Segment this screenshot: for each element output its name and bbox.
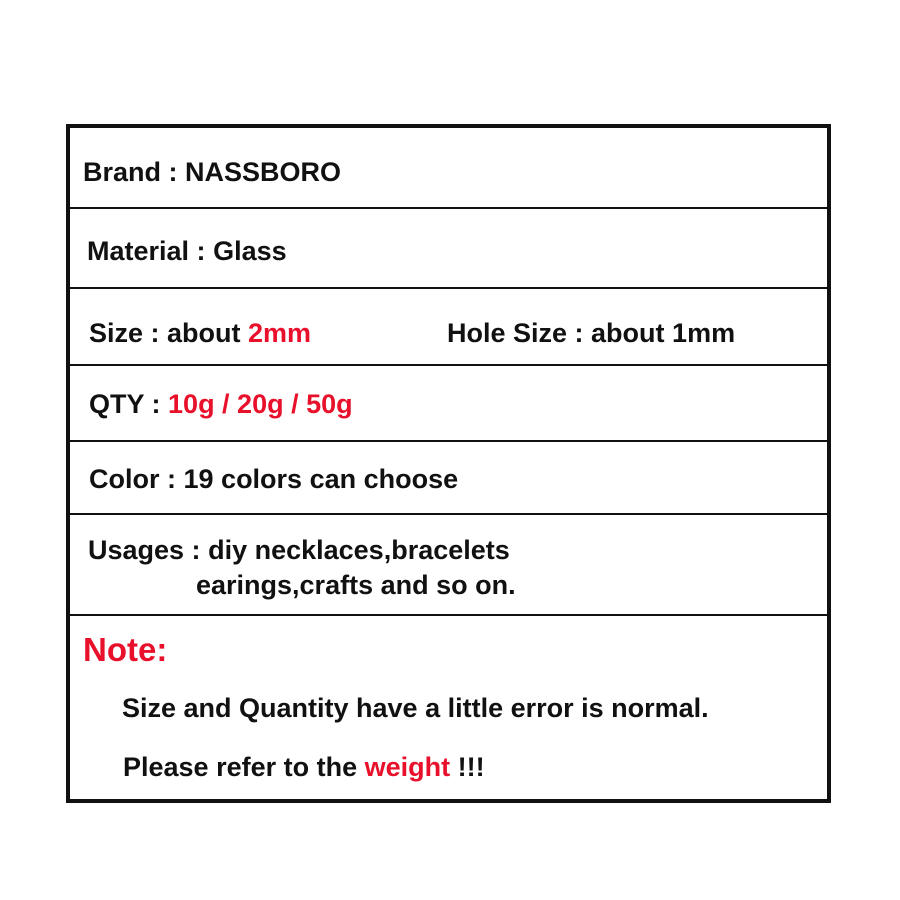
note-line1: Size and Quantity have a little error is normal. [122,693,709,723]
hole-size-label: Hole Size : about [447,318,665,348]
note-line2-prefix: Please refer to the [123,752,358,782]
row-divider [70,364,827,366]
usages-line2: earings,crafts and so on. [196,570,516,600]
color-label: Color : [89,464,176,494]
note-line2-suffix: !!! [457,752,485,782]
qty-value: 10g / 20g / 50g [168,389,353,419]
brand-row [83,159,341,186]
hole-size-value: 1mm [672,318,736,348]
row-divider [70,287,827,289]
row-divider [70,207,827,209]
size-row [89,320,311,347]
usages-label: Usages : [88,535,201,565]
qty-row [89,391,353,418]
row-divider [70,440,827,442]
weight-highlight: weight [364,752,451,782]
row-divider [70,614,827,616]
material-label: Material : [87,236,206,266]
usages-line1: diy necklaces,bracelets [208,535,510,565]
color-value: 19 colors can choose [183,464,459,494]
note-title: Note: [83,631,168,668]
row-divider [70,513,827,515]
color-row [89,466,458,493]
material-row [87,238,287,265]
material-value: Glass [213,236,287,266]
spec-table [66,124,831,803]
brand-label: Brand : [83,157,178,187]
note-line2 [123,754,485,781]
size-label: Size : about [89,318,241,348]
qty-label: QTY : [89,389,161,419]
hole-size-row [447,320,735,347]
size-value: 2mm [248,318,312,348]
usages-row [88,537,510,564]
brand-value: NASSBORO [185,157,342,187]
